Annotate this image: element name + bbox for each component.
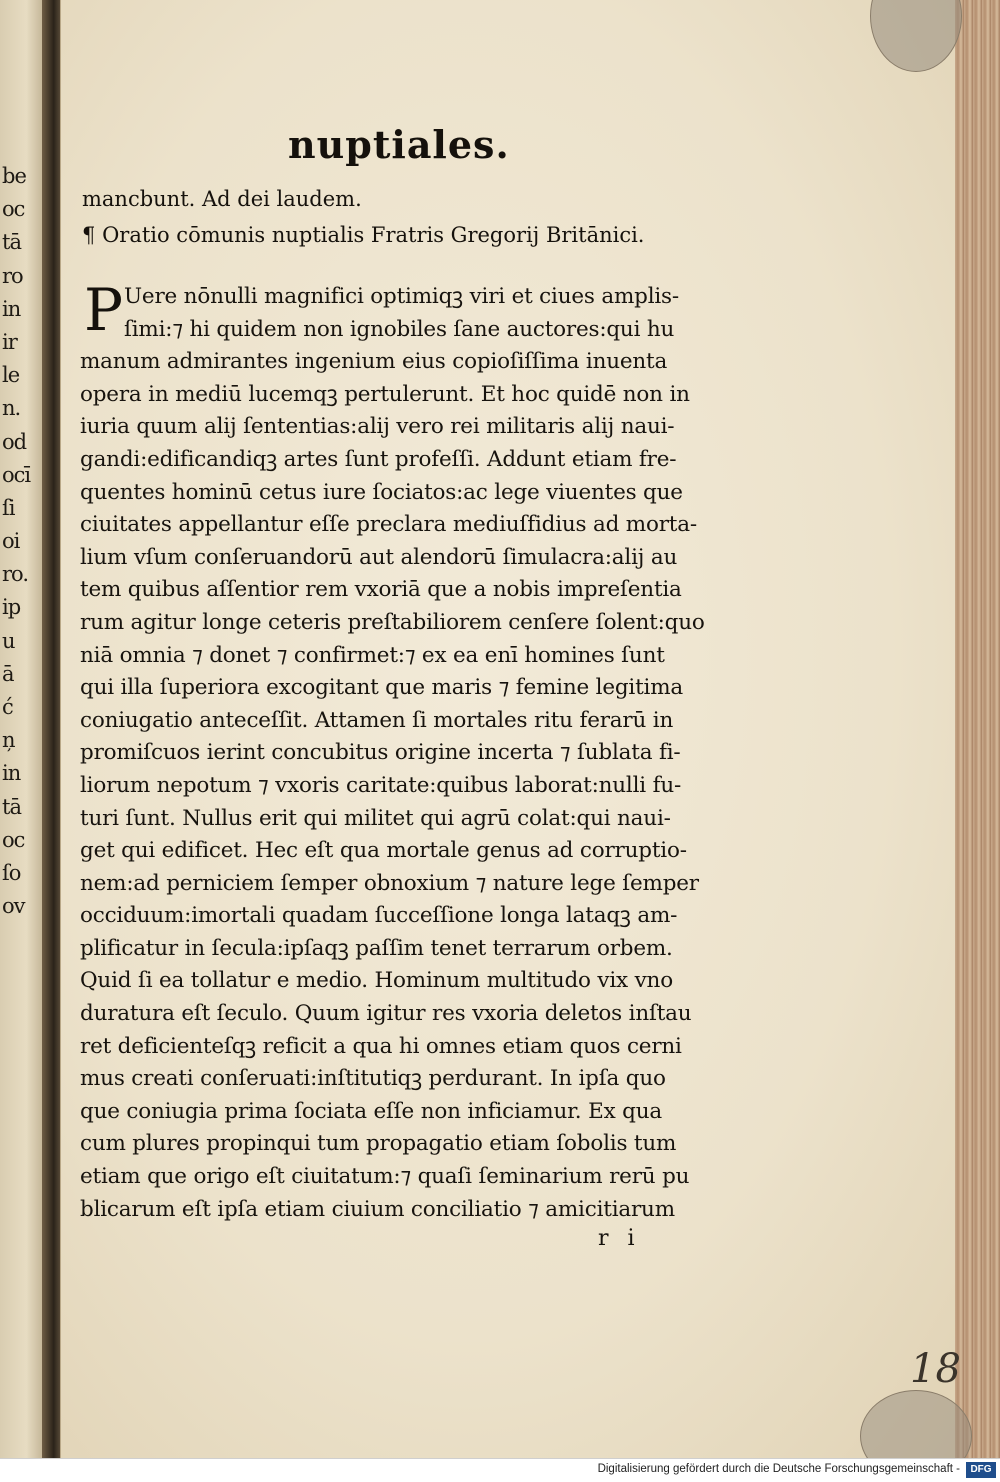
text-line: coniugatio anteceſſit. Attamen ſi mortales ritu ferarū in <box>80 707 674 733</box>
text-line: ciuitates appellantur eſſe preclara mediuſfidius ad morta- <box>80 512 697 538</box>
left-page-fragment: ć <box>2 695 13 719</box>
preceding-lines <box>82 181 942 253</box>
text-line: gandi:edificandiqꝫ artes ſunt profeſſi. Addunt etiam fre- <box>80 446 677 472</box>
text-line: manum admirantes ingenium eius copioſiſſima inuenta <box>80 349 668 375</box>
text-line: occiduum:imortali quadam ſucceſſione longa lataqꝫ am- <box>80 903 678 929</box>
left-page-fragment: n. <box>2 396 21 421</box>
folio-number: 18 <box>910 1346 961 1392</box>
left-page-fragment: ā <box>2 661 14 686</box>
left-page-fragment: tā <box>2 794 21 819</box>
left-page-fragment: ņ <box>2 728 15 753</box>
left-page-fragment: ip <box>2 595 21 620</box>
text-line: turi ſunt. Nullus erit qui militet qui agrū colat:qui naui- <box>80 805 671 831</box>
left-page-fragment: ir <box>2 329 17 354</box>
left-facing-page <box>0 0 48 1458</box>
text-line: cum plures propinqui tum propagatio etiam ſobolis tum <box>80 1131 677 1157</box>
left-page-text-fragments <box>2 160 46 923</box>
text-line: rum agitur longe ceteris preſtabiliorem cenſere ſolent:quo <box>80 609 705 635</box>
body-text <box>80 276 750 1226</box>
signature-mark: r i <box>598 1226 641 1251</box>
text-line: lium vſum conſeruandorū aut alendorū ſimulacra:alij au <box>80 544 678 570</box>
left-page-fragment: be <box>2 164 26 188</box>
left-page-fragment: oc <box>2 827 25 852</box>
left-page-fragment: ov <box>2 894 25 919</box>
left-page-fragment: u <box>2 628 15 653</box>
footer-bar <box>0 1458 1000 1482</box>
page-edges <box>955 0 1000 1458</box>
left-page-fragment: od <box>2 429 27 454</box>
text-line: get qui edificet. Hec eſt qua mortale genus ad corruptio- <box>80 838 687 864</box>
text-line: liorum nepotum ⁊ vxoris caritate:quibus laborat:nulli fu- <box>80 772 682 798</box>
decorated-initial: P <box>84 276 124 344</box>
text-line: ret deficienteſqꝫ reficit a qua hi omnes etiam quos cerni <box>80 1033 682 1059</box>
text-line: tem quibus aſſentior rem vxoriā que a nobis impreſentia <box>80 577 682 603</box>
text-line: ſimi:⁊ hi quidem non ignobiles ſane auctores:qui hu <box>124 316 675 342</box>
text-line: nem:ad perniciem ſemper obnoxium ⁊ nature lege ſemper <box>80 870 699 896</box>
text-line: que coniugia prima ſociata eſſe non inficiamur. Ex qua <box>80 1098 662 1124</box>
left-page-fragment: oi <box>2 529 20 554</box>
text-line: blicarum eſt ipſa etiam ciuium conciliatio ⁊ amicitiarum <box>80 1196 675 1222</box>
oration-heading-text: Oratio cōmunis nuptialis Fratris Gregorij Britānici. <box>102 223 645 247</box>
text-line: iuria quum alij ſententias:alij vero rei militaris alij naui- <box>80 414 675 440</box>
text-line: quentes hominū cetus iure ſociatos:ac lege viuentes que <box>80 479 683 505</box>
running-title: nuptiales. <box>288 122 510 167</box>
oration-heading <box>82 217 942 253</box>
left-page-fragment: le <box>2 363 20 388</box>
left-page-fragment: in <box>2 296 21 321</box>
funding-credit: Digitalisierung gefördert durch die Deutsche Forschungsgemeinschaft - <box>597 1463 960 1475</box>
pilcrow-icon: ¶ <box>82 223 96 247</box>
text-line: niā omnia ⁊ donet ⁊ confirmet:⁊ ex ea enī homines ſunt <box>80 642 665 668</box>
left-page-fragment: ocī <box>2 462 31 487</box>
left-page-fragment: ſo <box>2 860 21 885</box>
text-line: Uere nōnulli magnifici optimiqꝫ viri et ciues amplis- <box>124 284 679 309</box>
left-page-fragment: ro <box>2 263 23 288</box>
text-line: duratura eſt ſeculo. Quum igitur res vxoria deletos inſtau <box>80 1001 692 1027</box>
left-page-fragment: ſi <box>2 495 15 520</box>
text-line: promiſcuos ierint concubitus origine incerta ⁊ ſublata fi- <box>80 740 681 766</box>
left-page-fragment: ro. <box>2 562 28 587</box>
text-line: mus creati conſeruati:inſtitutiqꝫ perdurant. In ipſa quo <box>80 1066 666 1092</box>
text-line: plificatur in ſecula:ipſaqꝫ paſſim tenet terrarum orbem. <box>80 935 673 961</box>
text-line: opera in mediū lucemqꝫ pertulerunt. Et hoc quidē non in <box>80 381 690 407</box>
text-line: Quid ſi ea tollatur e medio. Hominum multitudo vix vno <box>80 968 673 994</box>
left-page-fragment: oc <box>2 197 25 222</box>
text-line: qui illa ſuperiora excogitant que maris ⁊ femine legitima <box>80 675 683 701</box>
text-line: etiam que origo eſt ciuitatum:⁊ quaſi ſeminarium rerū pu <box>80 1164 690 1190</box>
closing-line: mancbunt. Ad dei laudem. <box>82 187 362 211</box>
left-page-fragment: tā <box>2 230 21 255</box>
dfg-logo-icon: DFG <box>966 1462 996 1478</box>
left-page-fragment: in <box>2 761 21 786</box>
